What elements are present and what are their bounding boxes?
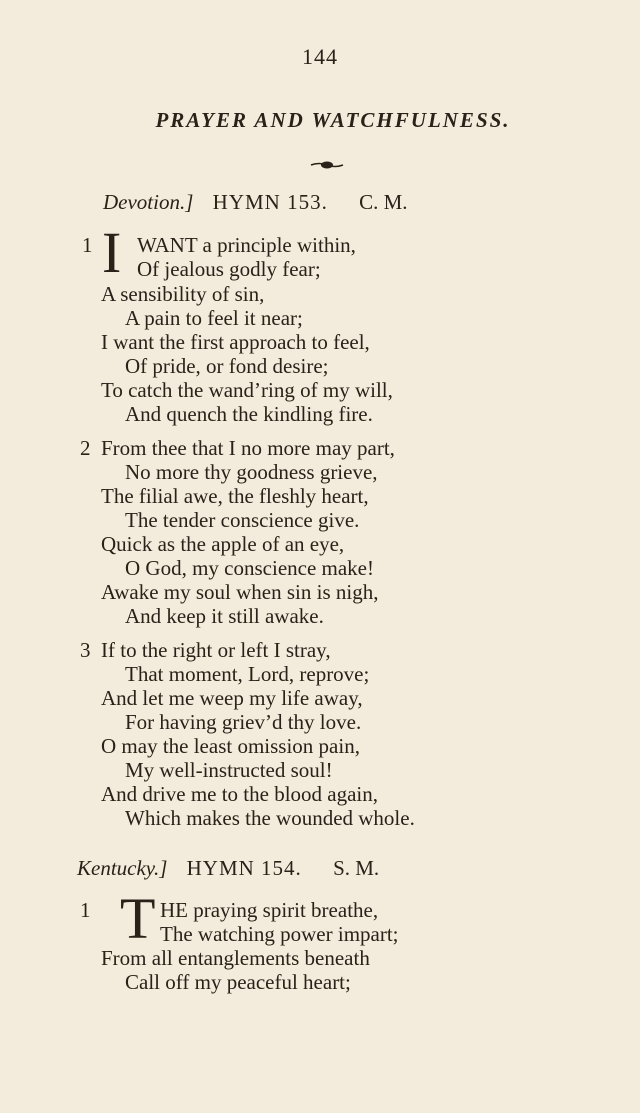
verse-line: To catch the wand’ring of my will,: [101, 378, 393, 402]
verse-line: HE praying spirit breathe,: [160, 898, 379, 922]
verse-line: That moment, Lord, reprove;: [125, 662, 370, 686]
verse-line: The watching power impart;: [160, 922, 399, 946]
stanza-number: 1: [80, 898, 91, 922]
verse-line: Quick as the apple of an eye,: [101, 532, 345, 556]
verse-line: And drive me to the blood again,: [101, 782, 379, 806]
fleuron-ornament-icon: [310, 160, 344, 170]
verse-line: The filial awe, the fleshly heart,: [101, 484, 369, 508]
verse-line: A sensibility of sin,: [101, 282, 265, 306]
drop-cap: T: [120, 886, 156, 951]
verse-line: And quench the kindling fire.: [125, 402, 373, 426]
verse-line: A pain to feel it near;: [125, 306, 303, 330]
drop-cap: I: [102, 220, 122, 285]
verse-line: If to the right or left I stray,: [101, 638, 331, 662]
verse-line: And let me weep my life away,: [101, 686, 363, 710]
hymn-meter: S. M.: [333, 856, 380, 880]
stanza-number: 3: [80, 638, 91, 662]
verse-line: And keep it still awake.: [125, 604, 324, 628]
hymn-154-header: [77, 856, 379, 881]
verse-line: WANT a principle within,: [137, 233, 356, 257]
hymn-tune: Kentucky.]: [77, 856, 168, 880]
verse-line: No more thy goodness grieve,: [125, 460, 378, 484]
hymn-number: HYMN 154.: [186, 856, 302, 880]
verse-line: For having griev’d thy love.: [125, 710, 362, 734]
verse-line: Call off my peaceful heart;: [125, 970, 351, 994]
verse-line: O may the least omission pain,: [101, 734, 360, 758]
verse-line: O God, my conscience make!: [125, 556, 374, 580]
verse-line: Which makes the wounded whole.: [125, 806, 415, 830]
page-number: 144: [302, 44, 338, 69]
verse-line: Of jealous godly fear;: [137, 257, 321, 281]
stanza-number: 2: [80, 436, 91, 460]
verse-line: Of pride, or fond desire;: [125, 354, 329, 378]
hymn-number: HYMN 153.: [212, 190, 328, 214]
verse-line: The tender conscience give.: [125, 508, 360, 532]
hymn-153-header: [103, 190, 408, 215]
verse-line: I want the first approach to feel,: [101, 330, 370, 354]
hymn-tune: Devotion.]: [103, 190, 194, 214]
verse-line: From all entanglements beneath: [101, 946, 370, 970]
verse-line: My well-instructed soul!: [125, 758, 333, 782]
section-title: PRAYER AND WATCHFULNESS.: [155, 108, 511, 132]
hymn-meter: C. M.: [359, 190, 408, 214]
verse-line: From thee that I no more may part,: [101, 436, 395, 460]
stanza-number: 1: [82, 233, 93, 257]
verse-line: Awake my soul when sin is nigh,: [101, 580, 379, 604]
